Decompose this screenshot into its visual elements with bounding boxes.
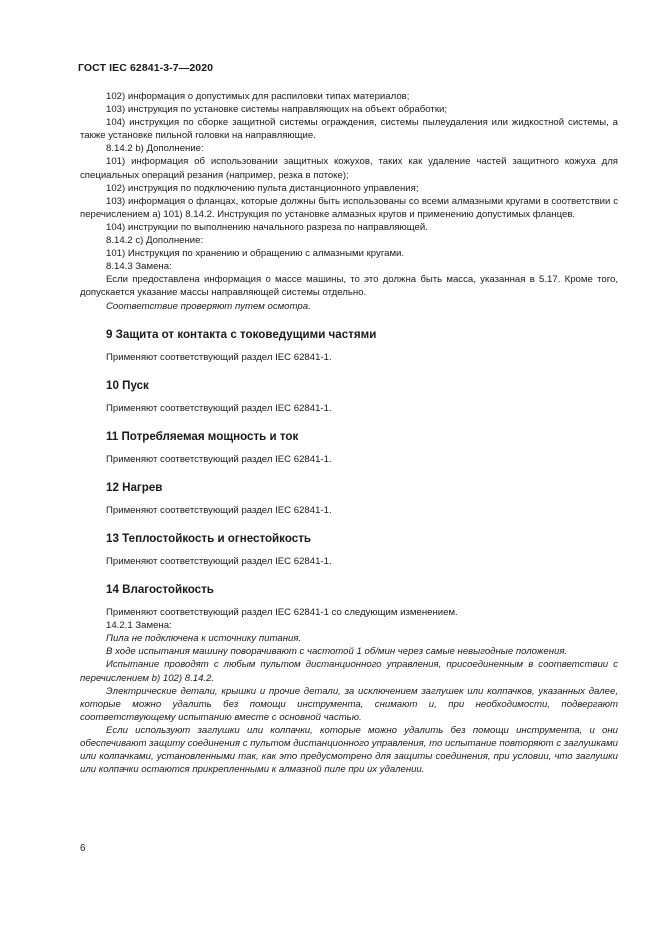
compliance-note: Соответствие проверяют путем осмотра. [106,300,311,312]
section-11 [80,429,618,466]
section-text: Применяют соответствующий раздел IEC 62841-1 со следующим изменением. [106,607,458,619]
clause-heading: 8.14.3 Замена: [106,261,172,273]
clause-heading: 8.14.2 b) Дополнение: [106,143,204,155]
section-14 [80,582,618,776]
section-10 [80,378,618,415]
test-paragraph: Испытание проводят с любым пультом дистанционного управления, присоединенным в соответствии с перечислением b) 102) 8.14.2. [80,659,618,684]
section-heading: 10 Пуск [106,378,149,392]
clause-heading: 14.2.1 Замена: [106,620,172,632]
section-text: Применяют соответствующий раздел IEC 62841-1. [106,504,332,516]
section-text: Применяют соответствующий раздел IEC 62841-1. [106,402,332,414]
list-item: 102) информация о допустимых для распиловки типах материалов; [106,91,410,102]
section-heading: 13 Теплостойкость и огнестойкость [106,531,312,545]
list-item: 104) инструкции по выполнению начального разреза по направляющей. [106,221,428,233]
section-heading: 14 Влагостойкость [106,583,214,597]
section-heading: 11 Потребляемая мощность и ток [106,429,299,443]
test-paragraph: Если используют заглушки или колпачки, которые можно удалить без помощи инструмента, и они обеспечивают защиту соединения с пультом дистанционного управления, то испытание повторяют с заглушками или колпачками, установленными так, как это предусмотрено для защиты соединения, при условии, что заглушки или колпачки остаются прикрепленными к алмазной пиле при их удалении. [80,724,618,776]
page-number: 6 [80,843,86,854]
section-12 [80,480,618,517]
list-item: 101) Инструкция по хранению и обращению с алмазными кругами. [106,248,405,260]
test-paragraph: В ходе испытания машину поворачивают с частотой 1 об/мин через самые невыгодные положения. [106,646,568,658]
section-9 [80,327,618,364]
section-text: Применяют соответствующий раздел IEC 62841-1. [106,453,332,465]
list-item: 103) инструкция по установке системы направляющих на объект обработки; [106,104,448,116]
document-header: ГОСТ IEC 62841-3-7—2020 [78,62,214,74]
list-item: 101) информация об использовании защитных кожухов, таких как удаление частей защитного кожуха для специальных операций резания (например, резка в потоке); [80,156,618,181]
list-item: 103) информация о фланцах, которые должны быть использованы со всеми алмазными кругами в соответствии с перечислением а) 101) 8.14.2. Инструкция по установке алмазных кругов и применению допустимых фланцев. [80,195,618,220]
page-content [80,90,618,776]
clause-heading: 8.14.2 с) Дополнение: [106,235,204,247]
test-paragraph: Пила не подключена к источнику питания. [106,633,302,645]
list-item: 104) инструкция по сборке защитной системы ограждения, системы пылеудаления или жидкостной системы, а также установке пильной головки на направляющие. [80,117,618,142]
section-heading: 9 Защита от контакта с токоведущими частями [106,327,377,341]
list-item: 102) инструкция по подключению пульта дистанционного управления; [106,182,419,194]
section-heading: 12 Нагрев [106,480,163,494]
test-paragraph: Электрические детали, крышки и прочие детали, за исключением заглушек или колпачков, указанных далее, которые можно удалить без помощи инструмента, снимают и, при необходимости, подвергают соответствующему испытанию вместе с основной частью. [80,685,618,723]
paragraph: Если предоставлена информация о массе машины, то это должна быть масса, указанная в 5.17. Кроме того, допускается указание массы направляющей системы отдельно. [80,274,618,299]
section-13 [80,531,618,568]
section-text: Применяют соответствующий раздел IEC 62841-1. [106,555,332,567]
section-text: Применяют соответствующий раздел IEC 62841-1. [106,351,332,363]
